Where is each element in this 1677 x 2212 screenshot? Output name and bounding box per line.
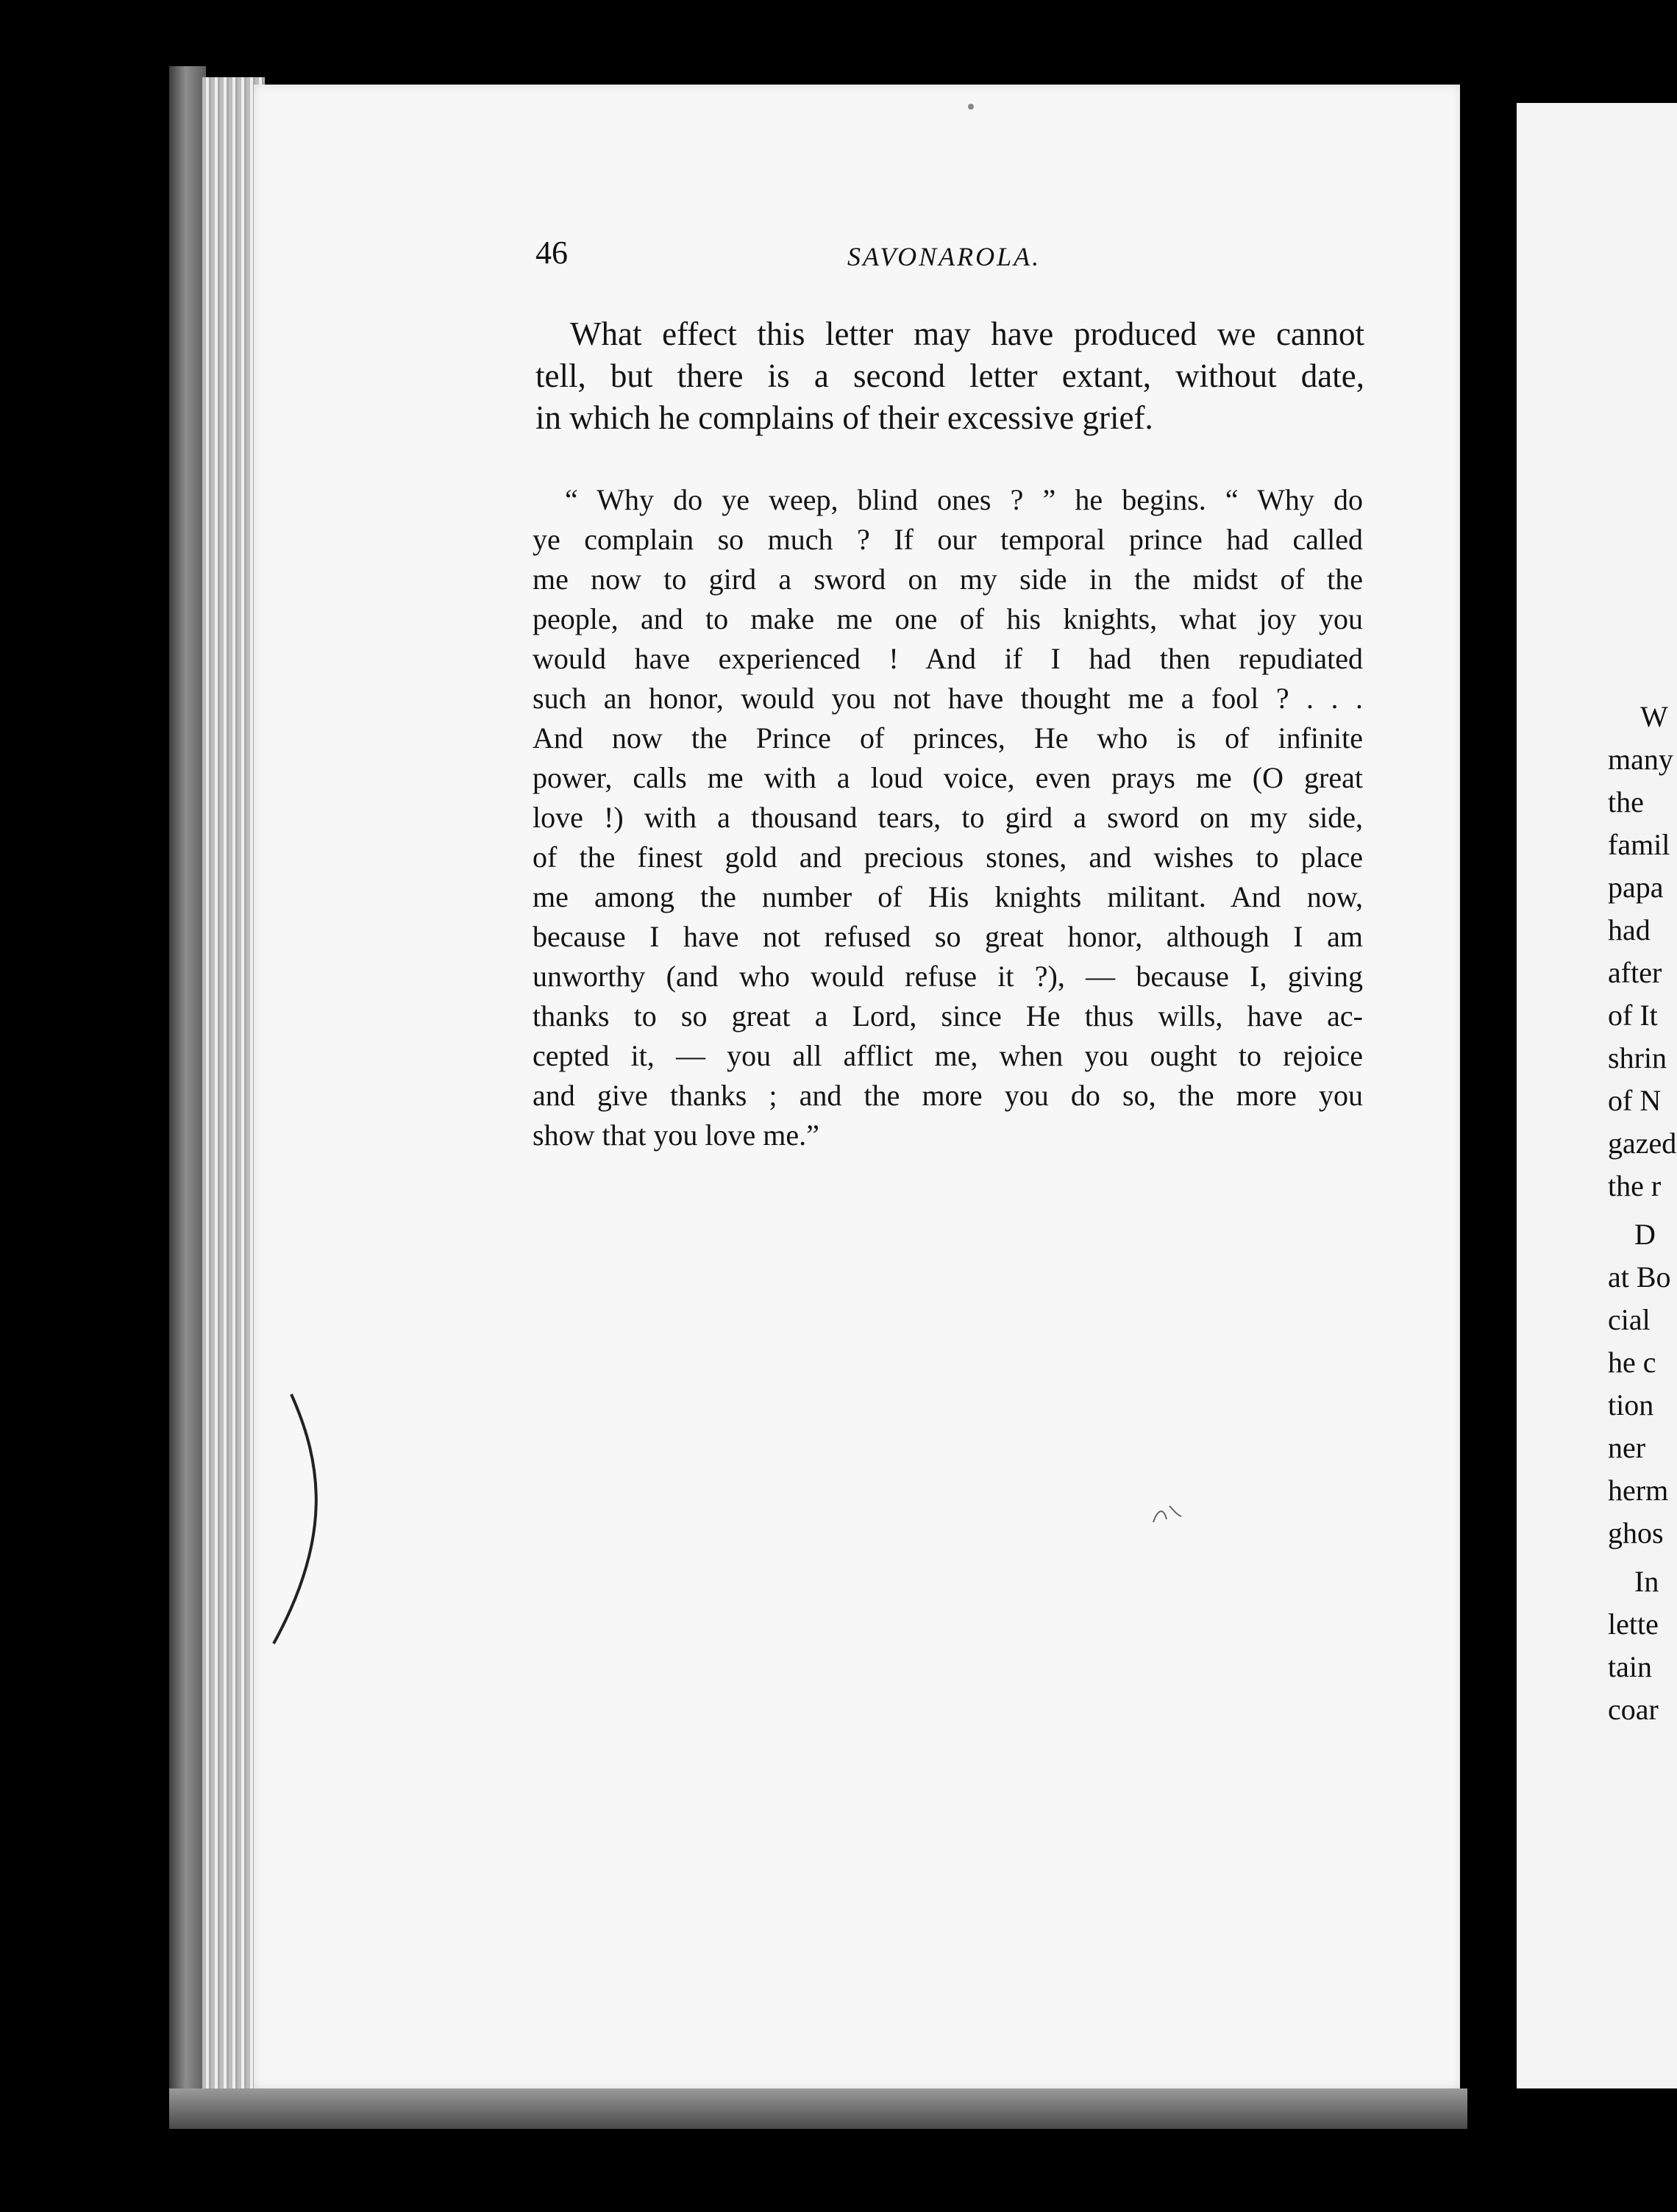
- right-page-line: lette: [1608, 1608, 1659, 1641]
- quote-line: people, and to make me one of his knights, what joy you: [533, 602, 1363, 635]
- paragraph-line: tell, but there is a second letter extant, without date,: [535, 357, 1364, 394]
- right-page-line: famil: [1608, 828, 1670, 861]
- right-page-line: after: [1608, 956, 1662, 989]
- quote-line: cepted it, — you all afflict me, when you ought to rejoice: [533, 1039, 1363, 1072]
- right-page-line: of It: [1608, 999, 1658, 1032]
- quote-line: love !) with a thousand tears, to gird a sword on my side,: [533, 801, 1363, 834]
- right-page-line: W: [1640, 700, 1668, 733]
- quote-line: And now the Prince of princes, He who is of infinite: [533, 721, 1363, 754]
- right-page-line: coar: [1608, 1693, 1659, 1726]
- quote-line: such an honor, would you not have thought me a fool ? . . .: [533, 682, 1363, 715]
- right-page-line: cial: [1608, 1303, 1651, 1336]
- page-bottom-edge: [169, 2088, 1471, 2129]
- quote-line: would have experienced ! And if I had then repudiated: [533, 642, 1363, 675]
- right-page-line: the r: [1608, 1169, 1662, 1202]
- quote-line: of the finest gold and precious stones, and wishes to place: [533, 841, 1363, 874]
- page-number: 46: [535, 235, 568, 271]
- paragraph-line: in which he complains of their excessive grief.: [535, 399, 1153, 436]
- paragraph-line: What effect this letter may have produced we cannot: [570, 315, 1364, 352]
- right-page-line: tion: [1608, 1388, 1654, 1421]
- ink-speck-mark: [1147, 1500, 1192, 1530]
- right-page-line: ner: [1608, 1431, 1646, 1464]
- right-page-line: of N: [1608, 1084, 1662, 1117]
- quote-line: ye complain so much ? If our temporal prince had called: [533, 523, 1363, 556]
- right-page-line: papa: [1608, 871, 1664, 904]
- right-page-line: gazed: [1608, 1127, 1677, 1160]
- right-page-line: ghos: [1608, 1516, 1664, 1549]
- right-page-line: he c: [1608, 1346, 1656, 1379]
- right-page-line: In: [1634, 1565, 1659, 1598]
- quote-line: thanks to so great a Lord, since He thus wills, have ac-: [533, 999, 1363, 1032]
- quote-line: because I have not refused so great honor, although I am: [533, 920, 1363, 953]
- pencil-bracket-mark: [265, 1382, 331, 1647]
- running-head: SAVONAROLA.: [847, 242, 1042, 271]
- right-page-line: D: [1634, 1218, 1656, 1251]
- quote-line: show that you love me.”: [533, 1119, 819, 1152]
- quote-line: and give thanks ; and the more you do so, the more you: [533, 1079, 1363, 1112]
- book-gutter: [1467, 0, 1519, 2212]
- right-page-line: at Bo: [1608, 1260, 1671, 1294]
- quote-line: “ Why do ye weep, blind ones ? ” he begins. “ Why do: [565, 483, 1363, 516]
- quote-line: me among the number of His knights militant. And now,: [533, 880, 1363, 913]
- right-page-line: tain: [1608, 1650, 1652, 1683]
- quote-line: me now to gird a sword on my side in the midst of the: [533, 563, 1363, 596]
- right-page-line: shrin: [1608, 1041, 1667, 1074]
- right-page-line: herm: [1608, 1474, 1669, 1507]
- right-page-line: had: [1608, 913, 1651, 946]
- right-page-line: many: [1608, 743, 1673, 776]
- quote-line: unworthy (and who would refuse it ?), — because I, giving: [533, 960, 1363, 993]
- quote-line: power, calls me with a loud voice, even prays me (O great: [533, 761, 1363, 794]
- right-page: [1517, 103, 1677, 2088]
- right-page-line: the: [1608, 785, 1644, 818]
- top-speck-mark: [960, 96, 982, 118]
- book-edge-dark: [169, 66, 206, 2125]
